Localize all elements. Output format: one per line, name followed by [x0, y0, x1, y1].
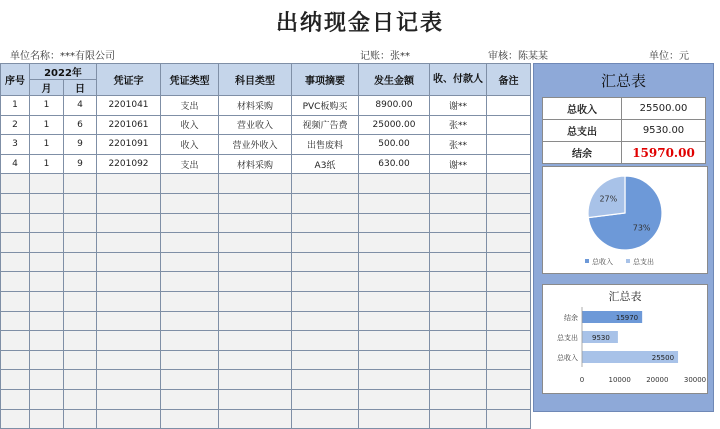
company-name: 单位名称：***有限公司: [10, 51, 115, 62]
total-expense-value[interactable]: 9530.00: [622, 120, 706, 142]
cell-subject[interactable]: [219, 291, 292, 311]
summary-table: [542, 97, 706, 164]
bar-category-label-2: 总收入: [557, 354, 578, 362]
table-row[interactable]: [1, 174, 531, 194]
cell-day[interactable]: [64, 311, 97, 331]
cell-remark[interactable]: [487, 311, 531, 331]
cell-day[interactable]: [64, 193, 97, 213]
page-title: 出纳现金日记表: [275, 10, 444, 36]
header-payee[interactable]: 收、付款人: [430, 64, 487, 96]
table-row[interactable]: [1, 135, 531, 155]
cell-remark[interactable]: [487, 252, 531, 272]
cell-month[interactable]: [30, 370, 64, 390]
cell-remark[interactable]: [487, 174, 531, 194]
cell-voucher[interactable]: [97, 389, 161, 409]
cell-day[interactable]: 6: [64, 115, 97, 135]
cell-voucher[interactable]: [97, 174, 161, 194]
cell-seq[interactable]: [1, 174, 30, 194]
cell-seq[interactable]: [1, 311, 30, 331]
cell-day[interactable]: [64, 370, 97, 390]
cell-subject[interactable]: [219, 350, 292, 370]
table-row[interactable]: [1, 213, 531, 233]
cell-amount[interactable]: [359, 174, 430, 194]
total-expense-label[interactable]: 总支出: [543, 120, 622, 142]
cell-subject[interactable]: [219, 174, 292, 194]
cell-amount[interactable]: [359, 331, 430, 351]
cell-payee[interactable]: [430, 213, 487, 233]
cell-summary[interactable]: [292, 193, 359, 213]
cell-payee[interactable]: [430, 233, 487, 253]
cell-month[interactable]: [30, 174, 64, 194]
cell-vtype[interactable]: [161, 174, 219, 194]
cell-subject[interactable]: 营业外收入: [219, 135, 292, 155]
cell-voucher[interactable]: 2201091: [97, 135, 161, 155]
cell-seq[interactable]: [1, 350, 30, 370]
cell-seq[interactable]: [1, 272, 30, 292]
cell-remark[interactable]: [487, 350, 531, 370]
header-subject-type[interactable]: 科目类型: [219, 64, 292, 96]
cell-remark[interactable]: [487, 193, 531, 213]
cell-seq[interactable]: [1, 233, 30, 253]
cell-subject[interactable]: [219, 272, 292, 292]
table-row[interactable]: [1, 350, 531, 370]
cell-vtype[interactable]: [161, 370, 219, 390]
cell-remark[interactable]: [487, 135, 531, 155]
cell-voucher[interactable]: [97, 252, 161, 272]
cell-vtype[interactable]: [161, 291, 219, 311]
cell-subject[interactable]: [219, 370, 292, 390]
total-income-label[interactable]: 总收入: [543, 98, 622, 120]
cell-month[interactable]: 1: [30, 154, 64, 174]
cell-amount[interactable]: 25000.00: [359, 115, 430, 135]
cell-seq[interactable]: [1, 291, 30, 311]
cell-day[interactable]: [64, 252, 97, 272]
cell-day[interactable]: [64, 233, 97, 253]
cell-month[interactable]: [30, 233, 64, 253]
bar-x-tick-1: 10000: [608, 376, 631, 384]
cell-payee[interactable]: [430, 331, 487, 351]
cell-seq[interactable]: 1: [1, 96, 30, 116]
cell-vtype[interactable]: 收入: [161, 115, 219, 135]
cell-vtype[interactable]: [161, 213, 219, 233]
bar-value-label-2: 25500: [651, 354, 675, 362]
cell-month[interactable]: [30, 291, 64, 311]
cell-remark[interactable]: [487, 213, 531, 233]
cell-payee[interactable]: 谢**: [430, 154, 487, 174]
cell-subject[interactable]: [219, 252, 292, 272]
header-voucher-type[interactable]: 凭证类型: [161, 64, 219, 96]
cell-vtype[interactable]: [161, 233, 219, 253]
cell-day[interactable]: [64, 213, 97, 233]
cell-seq[interactable]: 2: [1, 115, 30, 135]
cell-subject[interactable]: [219, 213, 292, 233]
cash-journal-table: [0, 63, 531, 429]
header-day[interactable]: 日: [64, 80, 97, 96]
bar-chart-title: 汇总表: [608, 290, 642, 303]
cell-vtype[interactable]: [161, 331, 219, 351]
cell-voucher[interactable]: [97, 311, 161, 331]
cell-subject[interactable]: [219, 331, 292, 351]
table-row[interactable]: [1, 252, 531, 272]
cell-payee[interactable]: [430, 409, 487, 429]
cell-vtype[interactable]: [161, 252, 219, 272]
bar-chart-box[interactable]: [542, 284, 708, 394]
cell-vtype[interactable]: [161, 311, 219, 331]
cell-remark[interactable]: [487, 291, 531, 311]
cell-amount[interactable]: [359, 213, 430, 233]
cell-month[interactable]: 1: [30, 96, 64, 116]
cell-subject[interactable]: 营业收入: [219, 115, 292, 135]
cell-vtype[interactable]: [161, 350, 219, 370]
bar-x-tick-3: 30000: [683, 376, 707, 384]
cell-payee[interactable]: [430, 272, 487, 292]
bar-chart[interactable]: [543, 285, 707, 393]
cell-summary[interactable]: [292, 233, 359, 253]
cell-amount[interactable]: [359, 370, 430, 390]
cell-seq[interactable]: [1, 370, 30, 390]
cell-summary[interactable]: 出售废料: [292, 135, 359, 155]
summary-panel-title: 汇总表: [600, 72, 646, 90]
table-row[interactable]: [1, 193, 531, 213]
cell-amount[interactable]: 500.00: [359, 135, 430, 155]
cell-seq[interactable]: 4: [1, 154, 30, 174]
balance-label[interactable]: 结余: [543, 142, 622, 164]
legend-label-income: 总收入: [592, 258, 613, 266]
cell-vtype[interactable]: [161, 272, 219, 292]
cell-vtype[interactable]: 支出: [161, 96, 219, 116]
total-income-value[interactable]: 25500.00: [622, 98, 706, 120]
cell-summary[interactable]: A3纸: [292, 154, 359, 174]
table-row[interactable]: [1, 331, 531, 351]
cell-summary[interactable]: [292, 213, 359, 233]
bar-category-label-0: 结余: [564, 314, 578, 322]
cell-amount[interactable]: 630.00: [359, 154, 430, 174]
cell-day[interactable]: 4: [64, 96, 97, 116]
cell-voucher[interactable]: [97, 291, 161, 311]
cell-vtype[interactable]: 支出: [161, 154, 219, 174]
table-row[interactable]: [1, 154, 531, 174]
balance-value[interactable]: 15970.00: [622, 142, 706, 164]
table-row[interactable]: [1, 233, 531, 253]
cell-vtype[interactable]: [161, 193, 219, 213]
cell-payee[interactable]: 张**: [430, 115, 487, 135]
cell-summary[interactable]: [292, 350, 359, 370]
cell-voucher[interactable]: [97, 272, 161, 292]
cell-amount[interactable]: [359, 350, 430, 370]
cell-amount[interactable]: [359, 252, 430, 272]
cell-remark[interactable]: [487, 389, 531, 409]
header-remark[interactable]: 备注: [487, 64, 531, 96]
table-row[interactable]: [1, 389, 531, 409]
cell-remark[interactable]: [487, 331, 531, 351]
cell-amount[interactable]: [359, 291, 430, 311]
cell-subject[interactable]: [219, 311, 292, 331]
cell-remark[interactable]: [487, 115, 531, 135]
table-row[interactable]: [1, 370, 531, 390]
cell-day[interactable]: [64, 409, 97, 429]
cell-vtype[interactable]: [161, 389, 219, 409]
cell-amount[interactable]: [359, 233, 430, 253]
bar-x-tick-0: 0: [579, 376, 585, 384]
cell-voucher[interactable]: 2201092: [97, 154, 161, 174]
bar-x-tick-2: 20000: [646, 376, 669, 384]
cell-subject[interactable]: 材料采购: [219, 154, 292, 174]
cell-day[interactable]: [64, 389, 97, 409]
cell-month[interactable]: 1: [30, 135, 64, 155]
bar-value-label-0: 15970: [615, 314, 639, 322]
legend-label-expense: 总支出: [633, 258, 654, 266]
cell-amount[interactable]: [359, 193, 430, 213]
cell-summary[interactable]: [292, 174, 359, 194]
cell-subject[interactable]: [219, 193, 292, 213]
cell-payee[interactable]: [430, 174, 487, 194]
cell-summary[interactable]: [292, 409, 359, 429]
cell-summary[interactable]: [292, 311, 359, 331]
cell-seq[interactable]: [1, 409, 30, 429]
header-seq[interactable]: 序号: [1, 64, 30, 96]
auditor: 审核：陈某某: [488, 51, 548, 62]
cell-remark[interactable]: [487, 154, 531, 174]
cell-month[interactable]: [30, 213, 64, 233]
cell-seq[interactable]: [1, 213, 30, 233]
legend-swatch-expense: [626, 259, 630, 263]
bar-value-label-1: 9530: [592, 334, 610, 342]
bar-category-label-1: 总支出: [557, 334, 578, 342]
cell-month[interactable]: 1: [30, 115, 64, 135]
cell-seq[interactable]: [1, 252, 30, 272]
header-voucher-no[interactable]: 凭证字: [97, 64, 161, 96]
bookkeeper: 记账：张**: [360, 51, 410, 62]
cell-month[interactable]: [30, 350, 64, 370]
cell-seq[interactable]: [1, 331, 30, 351]
cell-seq[interactable]: [1, 389, 30, 409]
cell-amount[interactable]: [359, 311, 430, 331]
table-row[interactable]: [1, 409, 531, 429]
header-month[interactable]: 月: [30, 80, 64, 96]
cell-amount[interactable]: [359, 389, 430, 409]
cell-day[interactable]: 9: [64, 154, 97, 174]
summary-panel: [533, 63, 714, 412]
cell-summary[interactable]: [292, 291, 359, 311]
cell-summary[interactable]: [292, 252, 359, 272]
pie-chart[interactable]: [543, 167, 707, 273]
cell-summary[interactable]: [292, 331, 359, 351]
cell-remark[interactable]: [487, 233, 531, 253]
cell-vtype[interactable]: [161, 409, 219, 429]
cell-summary[interactable]: PVC板购买: [292, 96, 359, 116]
cell-payee[interactable]: [430, 370, 487, 390]
cell-voucher[interactable]: [97, 331, 161, 351]
cell-voucher[interactable]: [97, 350, 161, 370]
header-amount[interactable]: 发生金额: [359, 64, 430, 96]
cell-month[interactable]: [30, 409, 64, 429]
cell-day[interactable]: [64, 291, 97, 311]
cell-vtype[interactable]: 收入: [161, 135, 219, 155]
cell-payee[interactable]: [430, 291, 487, 311]
cell-day[interactable]: [64, 350, 97, 370]
cell-amount[interactable]: [359, 409, 430, 429]
cell-payee[interactable]: 张**: [430, 135, 487, 155]
cell-summary[interactable]: [292, 272, 359, 292]
cell-amount[interactable]: [359, 272, 430, 292]
header-summary[interactable]: 事项摘要: [292, 64, 359, 96]
table-row[interactable]: [1, 96, 531, 116]
table-row[interactable]: [1, 291, 531, 311]
table-row[interactable]: [1, 115, 531, 135]
cell-payee[interactable]: 谢**: [430, 96, 487, 116]
cell-summary[interactable]: [292, 389, 359, 409]
cell-voucher[interactable]: [97, 409, 161, 429]
table-row[interactable]: [1, 272, 531, 292]
header-year[interactable]: 2022年: [30, 64, 97, 80]
cell-payee[interactable]: [430, 193, 487, 213]
cell-seq[interactable]: [1, 193, 30, 213]
cell-summary[interactable]: 视频广告费: [292, 115, 359, 135]
cell-remark[interactable]: [487, 272, 531, 292]
cell-payee[interactable]: [430, 389, 487, 409]
cell-month[interactable]: [30, 252, 64, 272]
cell-subject[interactable]: [219, 233, 292, 253]
cell-month[interactable]: [30, 331, 64, 351]
currency-unit: 单位：元: [649, 51, 689, 62]
cell-voucher[interactable]: 2201061: [97, 115, 161, 135]
cell-month[interactable]: [30, 311, 64, 331]
cell-month[interactable]: [30, 389, 64, 409]
cell-remark[interactable]: [487, 370, 531, 390]
cell-voucher[interactable]: [97, 193, 161, 213]
cell-day[interactable]: [64, 331, 97, 351]
cell-subject[interactable]: 材料采购: [219, 96, 292, 116]
pie-value-label-1: 27%: [599, 194, 618, 204]
cell-payee[interactable]: [430, 350, 487, 370]
cell-voucher[interactable]: 2201041: [97, 96, 161, 116]
cell-month[interactable]: [30, 193, 64, 213]
pie-value-label-0: 73%: [632, 223, 651, 233]
pie-chart-box[interactable]: [542, 166, 708, 274]
table-row[interactable]: [1, 311, 531, 331]
cell-remark[interactable]: [487, 409, 531, 429]
cell-payee[interactable]: [430, 311, 487, 331]
cell-remark[interactable]: [487, 96, 531, 116]
cell-month[interactable]: [30, 272, 64, 292]
cell-amount[interactable]: 8900.00: [359, 96, 430, 116]
cell-payee[interactable]: [430, 252, 487, 272]
cell-summary[interactable]: [292, 370, 359, 390]
legend-swatch-income: [585, 259, 589, 263]
cell-day[interactable]: 9: [64, 135, 97, 155]
cell-subject[interactable]: [219, 389, 292, 409]
cell-voucher[interactable]: [97, 213, 161, 233]
cell-subject[interactable]: [219, 409, 292, 429]
cell-day[interactable]: [64, 272, 97, 292]
cell-voucher[interactable]: [97, 233, 161, 253]
cell-seq[interactable]: 3: [1, 135, 30, 155]
cell-voucher[interactable]: [97, 370, 161, 390]
cell-day[interactable]: [64, 174, 97, 194]
